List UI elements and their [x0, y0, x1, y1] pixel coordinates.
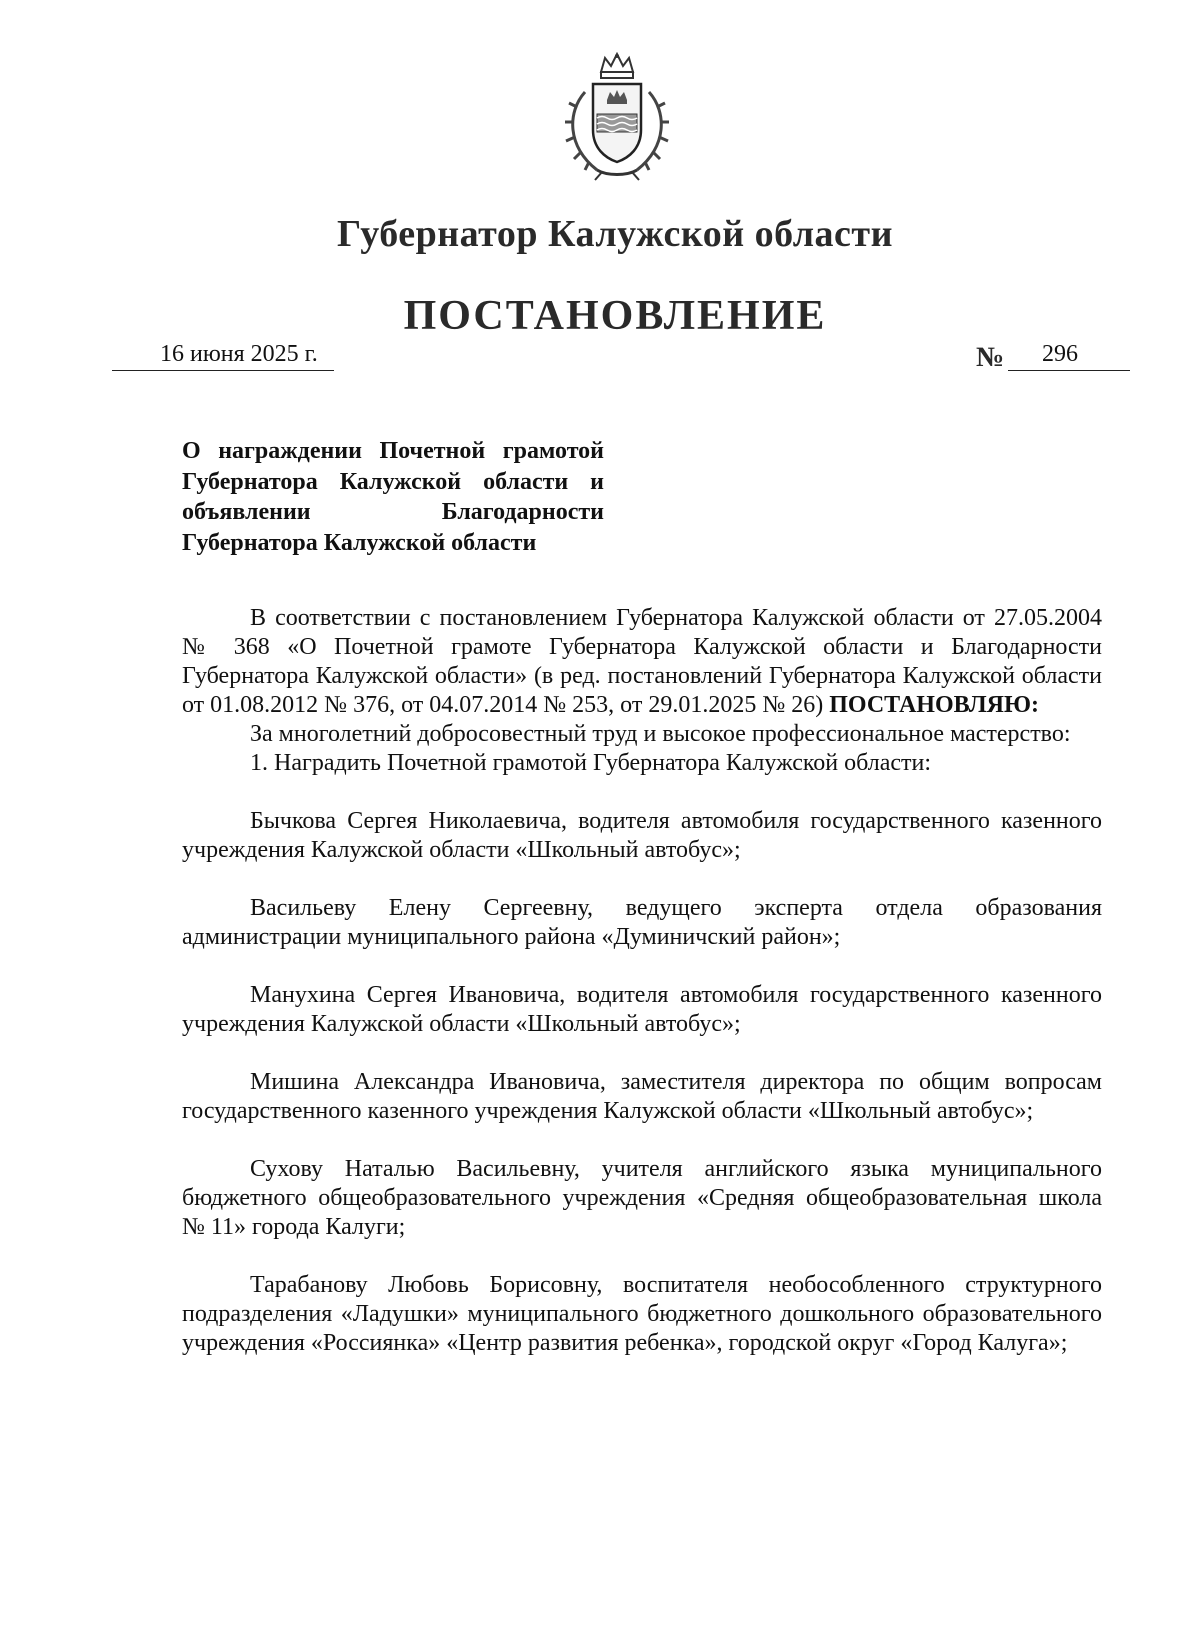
preamble-paragraph	[182, 604, 1102, 720]
preamble-text: В соответствии с постановлением Губернатора Калужской области от 27.05.2004 № 368 «О Почетной грамоте Губернатора Калужской области и Благодарности Губернатора Калужской области» (в ред. постановлений Губернатора Калужской области от 01.08.2012 № 376, от 04.07.2014 № 253, от 29.01.2025 № 26)	[182, 605, 1102, 718]
awardee-item: Бычкова Сергея Николаевича, водителя автомобиля государственного казенного учреждения Калужской области «Школьный автобус»;	[182, 808, 1102, 863]
awardee-item: Сухову Наталью Васильевну, учителя английского языка муниципального бюджетного общеобразовательного учреждения «Средняя общеобразовательная школа № 11» города Калуги;	[182, 1156, 1102, 1240]
number-field	[1008, 340, 1130, 371]
awardee-item: Мишина Александра Ивановича, заместителя директора по общим вопросам государственного казенного учреждения Калужской области «Школьный автобус»;	[182, 1069, 1102, 1124]
document-number: 296	[1042, 341, 1078, 367]
issuing-authority: Губернатор Калужской области	[337, 213, 893, 255]
reason-paragraph: За многолетний добросовестный труд и высокое профессиональное мастерство:	[250, 721, 1071, 747]
document-date: 16 июня 2025 г.	[160, 341, 318, 367]
document-type-title: ПОСТАНОВЛЕНИЕ	[403, 293, 827, 339]
kaluga-coat-of-arms-icon	[557, 52, 677, 182]
date-field	[112, 340, 334, 371]
document-body	[182, 604, 1102, 1358]
number-label: №	[976, 342, 1005, 373]
decree-word: ПОСТАНОВЛЯЮ:	[829, 692, 1039, 718]
awardee-item: Васильеву Елену Сергеевну, ведущего эксперта отдела образования администрации муниципального района «Думиничский район»;	[182, 895, 1102, 950]
document-subject: О награждении Почетной грамотой Губернатора Калужской области и объявлении Благодарности Губернатора Калужской области	[182, 438, 604, 556]
item-1-heading: 1. Наградить Почетной грамотой Губернатора Калужской области:	[250, 750, 932, 776]
awardee-item: Тарабанову Любовь Борисовну, воспитателя необособленного структурного подразделения «Ладушки» муниципального бюджетного дошкольного образовательного учреждения «Россиянка» «Центр развития ребенка», городской округ «Город Калуга»;	[182, 1272, 1102, 1356]
awardee-item: Манухина Сергея Ивановича, водителя автомобиля государственного казенного учреждения Калужской области «Школьный автобус»;	[182, 982, 1102, 1037]
